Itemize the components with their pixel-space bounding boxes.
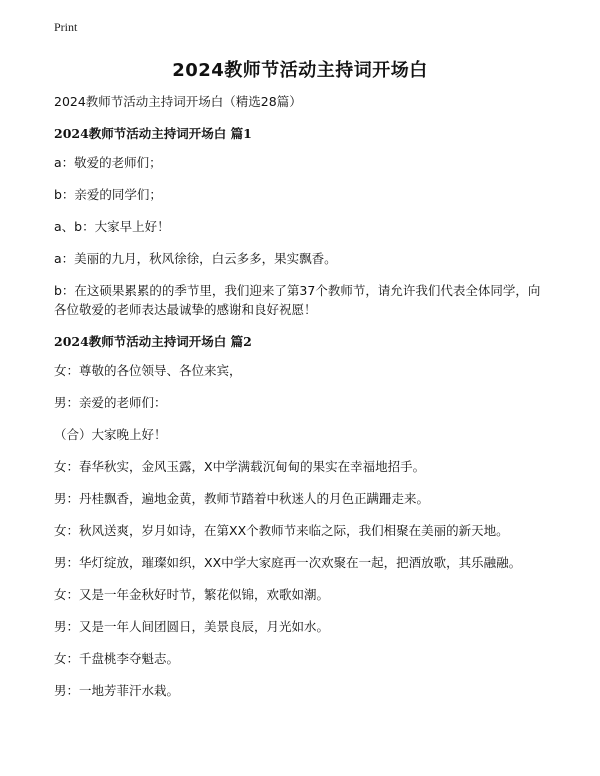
- section-heading: 2024教师节活动主持词开场白 篇2: [54, 333, 252, 349]
- paragraph: 男：又是一年人间团圆日，美景良辰，月光如水。: [54, 618, 330, 634]
- print-label: Print: [54, 20, 78, 34]
- paragraph: 女：尊敬的各位领导、各位来宾，: [54, 362, 242, 378]
- paragraph: 女：又是一年金秋好时节，繁花似锦，欢歌如潮。: [54, 586, 330, 602]
- paragraph: 女：千盘桃李夺魁志。: [54, 650, 180, 666]
- paragraph: a、b：大家早上好！: [54, 218, 170, 234]
- paragraph: （合）大家晚上好！: [54, 426, 167, 442]
- paragraph: b：亲爱的同学们；: [54, 186, 162, 202]
- paragraph: b：在这硕果累累的的季节里，我们迎来了第37个教师节，请允许我们代表全体同学，向各位敬爱的老师表达最诚挚的感谢和良好祝愿！: [54, 282, 541, 317]
- paragraph: 女：春华秋实，金风玉露，X中学满载沉甸甸的果实在幸福地招手。: [54, 458, 426, 474]
- paragraph: a：敬爱的老师们；: [54, 154, 162, 170]
- document-subtitle: 2024教师节活动主持词开场白（精选28篇）: [54, 94, 302, 109]
- document-title: 2024教师节活动主持词开场白: [172, 60, 428, 81]
- paragraph: 男：亲爱的老师们：: [54, 394, 167, 410]
- paragraph: 男：华灯绽放，璀璨如织，XX中学大家庭再一次欢聚在一起，把酒放歌，其乐融融。: [54, 554, 522, 570]
- paragraph: 女：秋风送爽，岁月如诗，在第XX个教师节来临之际，我们相聚在美丽的新天地。: [54, 522, 509, 538]
- section-heading: 2024教师节活动主持词开场白 篇1: [54, 125, 252, 141]
- paragraph: a：美丽的九月，秋风徐徐，白云多多，果实飘香。: [54, 250, 337, 266]
- paragraph: 男：丹桂飘香，遍地金黄，教师节踏着中秋迷人的月色正蹒跚走来。: [54, 490, 430, 506]
- paragraph: 男：一地芳菲汗水栽。: [54, 682, 180, 698]
- document-body: [54, 92, 552, 713]
